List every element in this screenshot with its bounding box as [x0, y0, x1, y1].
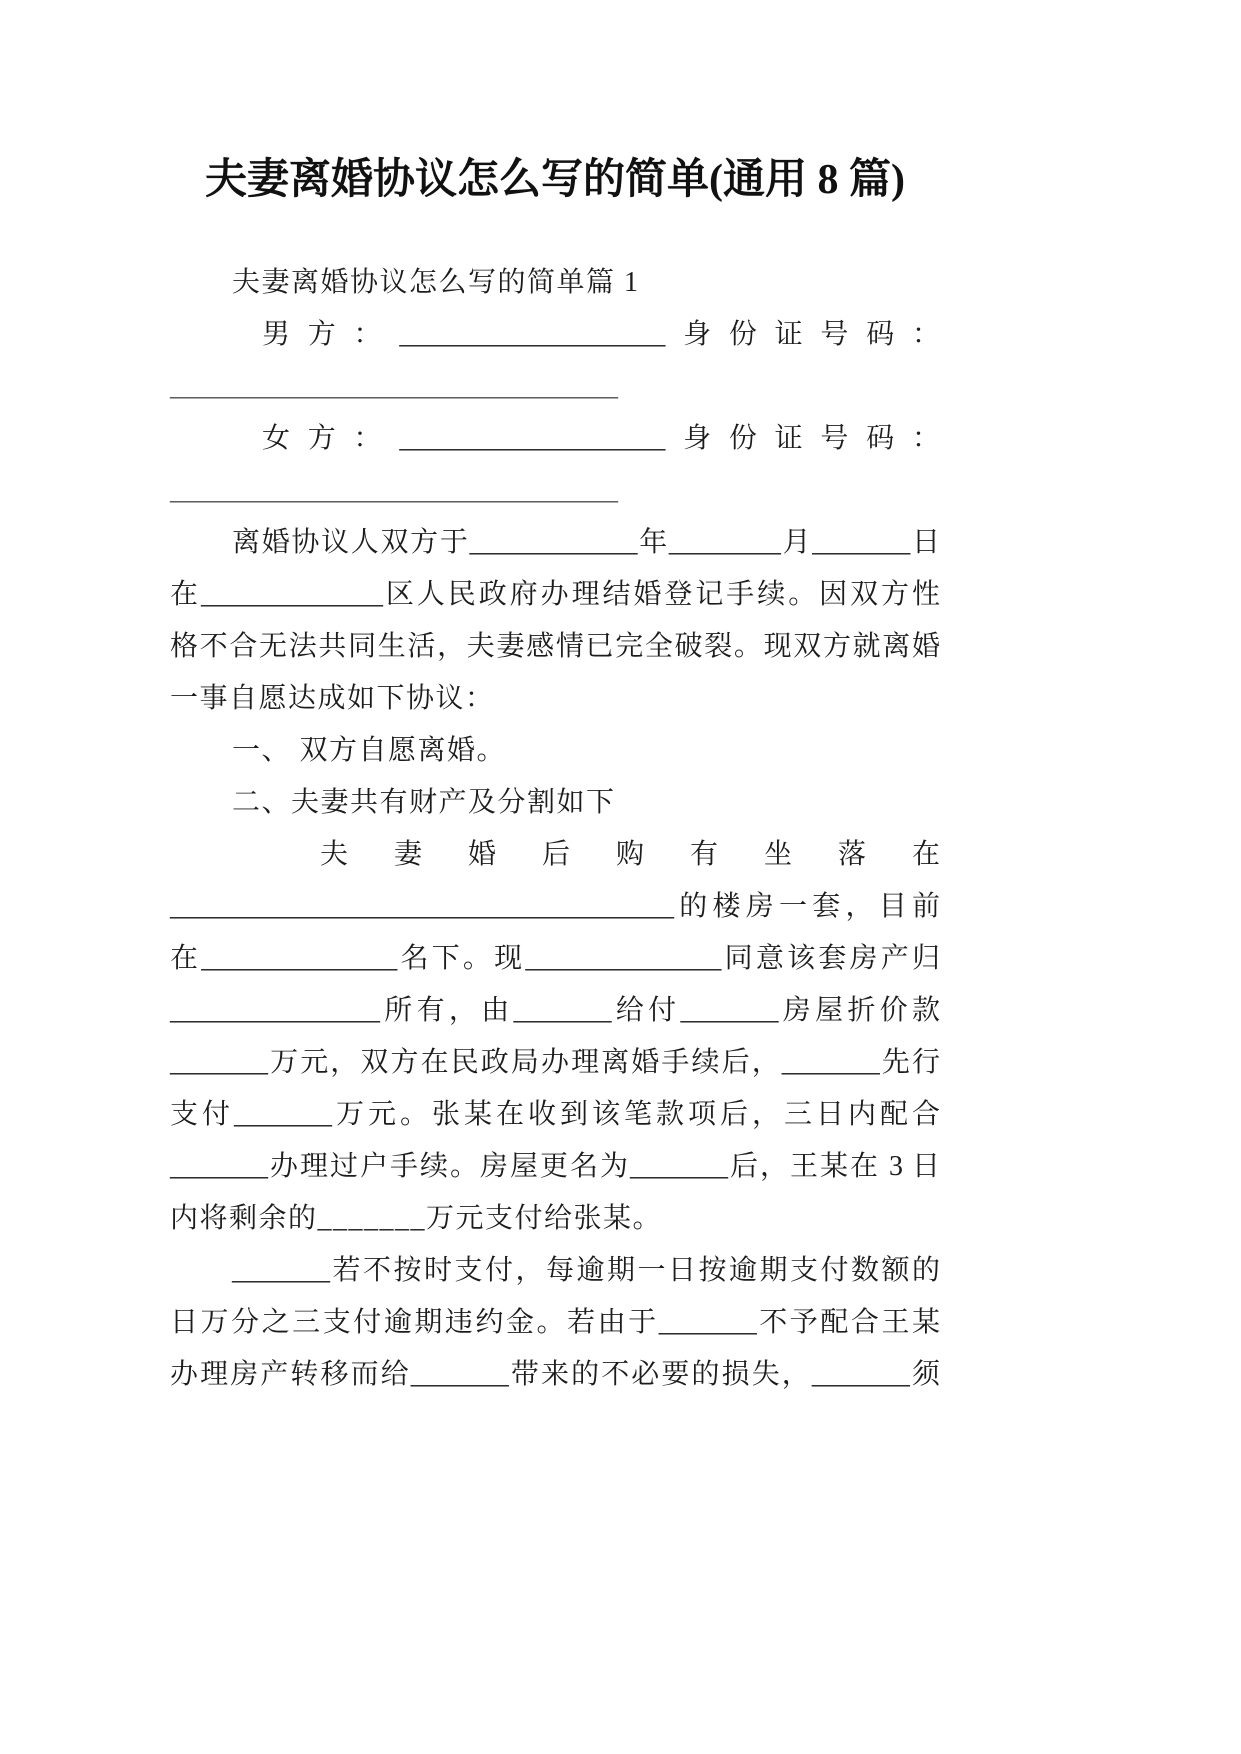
property-line: 在______________名下。现______________同意该套房产归: [170, 943, 940, 974]
penalty-line: _______若不按时支付，每逾期一日按逾期支付数额的: [232, 1255, 940, 1286]
property-line: _______办理过户手续。房屋更名为_______后，王某在 3 日: [170, 1151, 940, 1182]
female-id-blank-line: ________________________________: [170, 475, 618, 506]
male-id-blank-line: ________________________________: [170, 371, 618, 402]
clause-one: 一、 双方自愿离婚。: [232, 735, 507, 766]
property-line: 内将剩余的_______万元支付给张某。: [170, 1203, 663, 1234]
section-heading: 夫妻离婚协议怎么写的简单篇 1: [232, 267, 640, 298]
male-party-line: 男方：___________________身份证号码：: [262, 319, 940, 350]
penalty-line: 日万分之三支付逾期违约金。若由于_______不予配合王某: [170, 1307, 940, 1338]
female-party-line: 女方：___________________身份证号码：: [262, 423, 940, 454]
clause-two: 二、夫妻共有财产及分割如下: [232, 787, 616, 818]
property-line: _______万元，双方在民政局办理离婚手续后，_______先行: [170, 1047, 940, 1078]
penalty-line: 办理房产转移而给_______带来的不必要的损失，_______须: [170, 1359, 940, 1390]
property-line: 支付_______万元。张某在收到该笔款项后，三日内配合: [170, 1099, 940, 1130]
document-body: [170, 257, 940, 1401]
intro-line: 一事自愿达成如下协议：: [170, 683, 495, 714]
property-line: _______________所有，由_______给付_______房屋折价款: [170, 995, 940, 1026]
property-line: 夫妻婚后购有坐落在: [320, 839, 940, 870]
intro-line: 离婚协议人双方于____________年________月_______日: [232, 527, 940, 558]
intro-line: 格不合无法共同生活，夫妻感情已完全破裂。现双方就离婚: [170, 631, 940, 662]
intro-line: 在_____________区人民政府办理结婚登记手续。因双方性: [170, 579, 940, 610]
property-line: ____________________________________的楼房一套，目前: [170, 891, 940, 922]
document-title: 夫妻离婚协议怎么写的简单(通用 8 篇): [205, 157, 905, 203]
